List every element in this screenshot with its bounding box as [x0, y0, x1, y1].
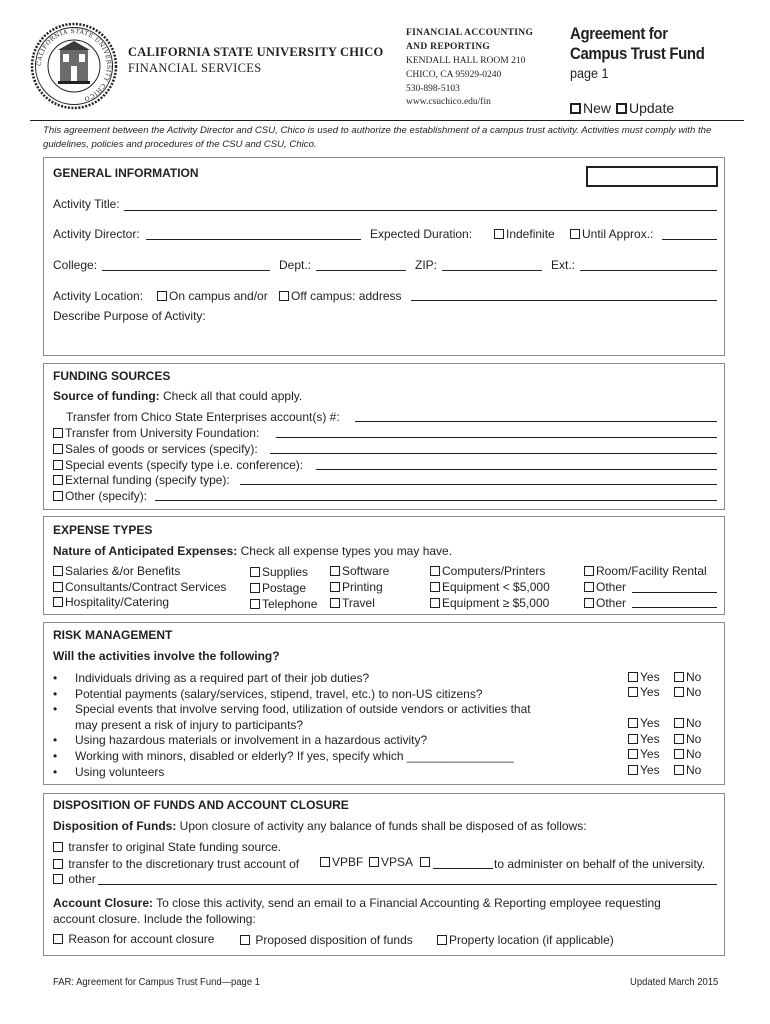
- expense-printing-box[interactable]: [330, 582, 340, 592]
- expense-travel[interactable]: [330, 596, 375, 610]
- funding-item-cse: Transfer from Chico State Enterprises account(s) #:: [66, 410, 340, 424]
- closure-reason-box[interactable]: [53, 934, 63, 944]
- expense-telephone-label: Telephone: [262, 597, 318, 611]
- expense-room-rental[interactable]: [584, 564, 707, 578]
- on-campus-box[interactable]: [157, 291, 167, 301]
- closure-proposed-box[interactable]: [240, 935, 250, 945]
- expense-computers-label: Computers/Printers: [442, 564, 546, 578]
- risk-payments-yes-box[interactable]: [628, 687, 638, 697]
- funding-item-events-field[interactable]: [316, 469, 717, 470]
- expense-other-1[interactable]: [584, 580, 626, 594]
- college-field[interactable]: [102, 270, 270, 271]
- off-campus-checkbox[interactable]: [279, 289, 402, 303]
- activity-title-label: Activity Title:: [53, 197, 120, 211]
- account-closure-rest: To close this activity, send an email to a Financial Accounting & Reporting employee requesting: [153, 896, 661, 910]
- funding-other-box[interactable]: [53, 491, 63, 501]
- risk-volunteers-no-label: No: [686, 763, 702, 777]
- closure-proposed[interactable]: [240, 933, 413, 947]
- expense-supplies-label: Supplies: [262, 565, 309, 579]
- disposition-other-account-field[interactable]: [433, 868, 493, 869]
- office-name-line1: FINANCIAL ACCOUNTING: [406, 28, 534, 38]
- funding-item-sales[interactable]: [53, 442, 258, 456]
- dept-label: Dept.:: [279, 258, 312, 272]
- risk-minors-no-label: No: [686, 747, 702, 761]
- risk-question: Will the activities involve the following?: [53, 649, 280, 663]
- off-campus-box[interactable]: [279, 291, 289, 301]
- expense-software-box[interactable]: [330, 566, 340, 576]
- university-seal: [30, 22, 118, 110]
- until-approx-box[interactable]: [570, 229, 580, 239]
- risk-title: RISK MANAGEMENT: [53, 628, 173, 642]
- expense-postage-box[interactable]: [250, 583, 260, 593]
- office-name-line2: AND REPORTING: [406, 42, 491, 52]
- disposition-title: DISPOSITION OF FUNDS AND ACCOUNT CLOSURE: [53, 798, 349, 812]
- funding-source-rest: Check all that could apply.: [159, 389, 303, 403]
- indefinite-checkbox[interactable]: [494, 227, 555, 241]
- account-closure-text: [53, 896, 661, 910]
- department-name: FINANCIAL SERVICES: [128, 61, 262, 75]
- risk-minors-yes-box[interactable]: [628, 749, 638, 759]
- expense-equipment-under-box[interactable]: [430, 582, 440, 592]
- office-address-2: CHICO, CA 95929-0240: [406, 70, 502, 80]
- on-campus-label: On campus and/or: [169, 289, 268, 303]
- risk-list: [53, 671, 531, 780]
- expense-hospitality[interactable]: [53, 595, 169, 609]
- funding-item-other-field[interactable]: [155, 500, 717, 501]
- expense-salaries[interactable]: [53, 564, 180, 578]
- funding-external-box[interactable]: [53, 475, 63, 485]
- new-checkbox[interactable]: [570, 100, 611, 116]
- risk-events-no[interactable]: [674, 716, 701, 730]
- risk-volunteers-no[interactable]: [674, 763, 701, 777]
- office-phone: 530-898-5103: [406, 84, 460, 94]
- expense-instruction-rest: Check all expense types you may have.: [237, 544, 453, 558]
- expense-room-rental-box[interactable]: [584, 566, 594, 576]
- expense-other-1-box[interactable]: [584, 582, 594, 592]
- risk-driving-no-box[interactable]: [674, 672, 684, 682]
- risk-volunteers-yes[interactable]: [628, 763, 660, 777]
- expense-travel-box[interactable]: [330, 598, 340, 608]
- on-campus-checkbox[interactable]: [157, 289, 268, 303]
- expense-travel-label: Travel: [342, 596, 375, 610]
- activity-location-label: Activity Location:: [53, 289, 144, 303]
- purpose-label: Describe Purpose of Activity:: [53, 309, 206, 323]
- update-checkbox-box[interactable]: [616, 103, 627, 114]
- ext-label: Ext.:: [551, 258, 576, 272]
- risk-driving-yes-box[interactable]: [628, 672, 638, 682]
- disposition-administer-text: to administer on behalf of the university.: [494, 857, 706, 871]
- general-info-title: GENERAL INFORMATION: [53, 166, 199, 180]
- expense-printing[interactable]: [330, 580, 383, 594]
- closure-property-box[interactable]: [437, 935, 447, 945]
- disposition-other-label: other: [68, 872, 96, 886]
- expense-supplies[interactable]: [250, 565, 308, 579]
- funding-item-external-field[interactable]: [240, 484, 717, 485]
- activity-director-label: Activity Director:: [53, 227, 140, 241]
- expense-equipment-under[interactable]: [430, 580, 550, 594]
- risk-events-yes[interactable]: [628, 716, 660, 730]
- funding-item-other[interactable]: [53, 489, 147, 503]
- account-closure-bold: Account Closure:: [53, 896, 154, 910]
- expense-other-2-box[interactable]: [584, 598, 594, 608]
- expense-salaries-box[interactable]: [53, 566, 63, 576]
- funding-source-instruction: [53, 389, 302, 403]
- expense-software[interactable]: [330, 564, 389, 578]
- risk-item-volunteers: • Using volunteers: [53, 765, 531, 781]
- footer-form-name: FAR: Agreement for Campus Trust Fund—page 1: [53, 976, 260, 988]
- disposition-state-source-label: transfer to original State funding source.: [68, 840, 282, 854]
- dept-field[interactable]: [316, 270, 406, 271]
- risk-events-yes-box[interactable]: [628, 718, 638, 728]
- indefinite-label: Indefinite: [506, 227, 555, 241]
- risk-volunteers-yes-label: Yes: [640, 763, 660, 777]
- funding-item-events[interactable]: [53, 458, 303, 472]
- expense-hospitality-label: Hospitality/Catering: [65, 595, 170, 609]
- page-indicator: page 1: [570, 65, 609, 81]
- new-label: New: [583, 100, 612, 116]
- expense-computers[interactable]: [430, 564, 545, 578]
- new-checkbox-box[interactable]: [570, 103, 581, 114]
- disposition-other-box[interactable]: [53, 874, 63, 884]
- risk-payments-yes[interactable]: [628, 685, 660, 699]
- expense-software-label: Software: [342, 564, 390, 578]
- until-approx-checkbox[interactable]: [570, 227, 653, 241]
- disposition-vpbf-label: VPBF: [332, 855, 364, 869]
- expense-equipment-over-label: Equipment ≥ $5,000: [442, 596, 550, 610]
- risk-hazardous-yes[interactable]: [628, 732, 660, 746]
- funding-item-sales-field[interactable]: [270, 453, 717, 454]
- header-rule: [30, 120, 744, 121]
- risk-hazardous-no-label: No: [686, 732, 702, 746]
- funding-foundation-label: Transfer from University Foundation:: [65, 426, 260, 440]
- office-website[interactable]: www.csuchico.edu/fin: [406, 97, 491, 107]
- funding-item-external[interactable]: [53, 473, 230, 487]
- risk-volunteers-yes-box[interactable]: [628, 765, 638, 775]
- expense-hospitality-box[interactable]: [53, 597, 63, 607]
- disposition-instruction: [53, 819, 587, 833]
- ext-field[interactable]: [580, 270, 717, 271]
- update-checkbox[interactable]: [616, 100, 674, 116]
- activity-title-field[interactable]: [124, 210, 717, 211]
- expense-consultants-box[interactable]: [53, 582, 63, 592]
- office-address-1: KENDALL HALL ROOM 210: [406, 56, 526, 66]
- expense-equipment-under-label: Equipment < $5,000: [442, 580, 550, 594]
- disposition-instruction-rest: Upon closure of activity any balance of funds shall be disposed of as follows:: [176, 819, 587, 833]
- risk-item-minors: • Working with minors, disabled or elderly? If yes, specify which ________________: [53, 749, 531, 765]
- disposition-other-field[interactable]: [98, 884, 717, 885]
- expected-duration-label: Expected Duration:: [370, 227, 473, 241]
- funding-sales-label: Sales of goods or services (specify):: [65, 442, 258, 456]
- closure-property[interactable]: [437, 933, 614, 947]
- account-closure-line2: account closure. Include the following:: [53, 912, 256, 926]
- funding-sales-box[interactable]: [53, 444, 63, 454]
- seal-text: CALIFORNIA STATE UNIVERSITY CHICO: [35, 27, 113, 103]
- account-number-box[interactable]: [586, 166, 718, 187]
- footer-updated-date: Updated March 2015: [630, 976, 719, 988]
- expense-other-1-label: Other: [596, 580, 627, 594]
- risk-driving-yes-label: Yes: [640, 670, 660, 684]
- expense-postage-label: Postage: [262, 581, 307, 595]
- expense-salaries-label: Salaries &/or Benefits: [65, 564, 181, 578]
- disposition-vpbf-box[interactable]: [320, 857, 330, 867]
- risk-payments-no-box[interactable]: [674, 687, 684, 697]
- funding-source-bold: Source of funding:: [53, 389, 160, 403]
- disposition-other[interactable]: [53, 872, 96, 886]
- expense-printing-label: Printing: [342, 580, 383, 594]
- risk-hazardous-no-box[interactable]: [674, 734, 684, 744]
- risk-volunteers-no-box[interactable]: [674, 765, 684, 775]
- disposition-other-account-box[interactable]: [420, 857, 430, 867]
- risk-item-hazardous: • Using hazardous materials or involvement in a hazardous activity?: [53, 733, 531, 749]
- expense-other-1-field[interactable]: [632, 592, 717, 593]
- expense-instruction-bold: Nature of Anticipated Expenses:: [53, 544, 238, 558]
- disposition-discretionary-box[interactable]: [53, 859, 63, 869]
- expense-other-2[interactable]: [584, 596, 626, 610]
- form-title-line1: Agreement for: [570, 24, 668, 43]
- risk-events-no-label: No: [686, 716, 702, 730]
- funding-item-foundation-field[interactable]: [276, 437, 717, 438]
- expense-instruction: [53, 544, 452, 558]
- form-title-line2: Campus Trust Fund: [570, 44, 705, 63]
- funding-item-cse-field[interactable]: [355, 421, 717, 422]
- expense-postage[interactable]: [250, 581, 306, 595]
- funding-events-label: Special events (specify type i.e. conference):: [65, 458, 304, 472]
- off-campus-address-field[interactable]: [411, 300, 717, 301]
- risk-minors-no[interactable]: [674, 747, 701, 761]
- until-approx-label: Until Approx.:: [582, 227, 654, 241]
- risk-payments-no-label: No: [686, 685, 702, 699]
- risk-item-driving: • Individuals driving as a required part of their job duties?: [53, 671, 531, 687]
- university-name: CALIFORNIA STATE UNIVERSITY CHICO: [128, 45, 384, 59]
- disposition-discretionary[interactable]: [53, 857, 299, 871]
- disposition-vpsa-label: VPSA: [381, 855, 414, 869]
- disposition-discretionary-label: transfer to the discretionary trust account of: [68, 857, 300, 871]
- indefinite-box[interactable]: [494, 229, 504, 239]
- risk-driving-no-label: No: [686, 670, 702, 684]
- disposition-instruction-bold: Disposition of Funds:: [53, 819, 177, 833]
- until-approx-field[interactable]: [662, 239, 717, 240]
- disposition-other-account[interactable]: [420, 855, 432, 869]
- funding-item-foundation[interactable]: [53, 426, 259, 440]
- risk-events-yes-label: Yes: [640, 716, 660, 730]
- risk-hazardous-yes-label: Yes: [640, 732, 660, 746]
- closure-reason-label: Reason for account closure: [68, 932, 215, 946]
- college-label: College:: [53, 258, 98, 272]
- risk-item-special-events: • Special events that involve serving food, utilization of outside vendors or activities that: [53, 702, 531, 718]
- expense-other-2-field[interactable]: [632, 607, 717, 608]
- update-label: Update: [629, 100, 675, 116]
- expense-computers-box[interactable]: [430, 566, 440, 576]
- risk-hazardous-yes-box[interactable]: [628, 734, 638, 744]
- risk-hazardous-no[interactable]: [674, 732, 701, 746]
- zip-field[interactable]: [442, 270, 542, 271]
- funding-title: FUNDING SOURCES: [53, 369, 171, 383]
- risk-minors-no-box[interactable]: [674, 749, 684, 759]
- risk-item-special-events-cont: may present a risk of injury to participants?: [75, 717, 304, 732]
- funding-external-label: External funding (specify type):: [65, 473, 230, 487]
- expense-consultants[interactable]: [53, 580, 226, 594]
- expense-equipment-over-box[interactable]: [430, 598, 440, 608]
- risk-item-non-us-payments: • Potential payments (salary/services, stipend, travel, etc.) to non-US citizens?: [53, 687, 531, 703]
- zip-label: ZIP:: [415, 258, 438, 272]
- expense-supplies-box[interactable]: [250, 567, 260, 577]
- funding-other-label: Other (specify):: [65, 489, 148, 503]
- risk-minors-yes[interactable]: [628, 747, 660, 761]
- risk-minors-yes-label: Yes: [640, 747, 660, 761]
- disposition-vpbf[interactable]: [320, 855, 363, 869]
- disposition-state-source-box[interactable]: [53, 842, 63, 852]
- risk-payments-yes-label: Yes: [640, 685, 660, 699]
- risk-payments-no[interactable]: [674, 685, 701, 699]
- closure-proposed-label: Proposed disposition of funds: [255, 933, 413, 947]
- closure-property-label: Property location (if applicable): [449, 933, 614, 947]
- closure-reason[interactable]: [53, 932, 214, 946]
- funding-foundation-box[interactable]: [53, 428, 63, 438]
- disposition-vpsa-box[interactable]: [369, 857, 379, 867]
- expense-room-rental-label: Room/Facility Rental: [596, 564, 707, 578]
- expense-telephone-box[interactable]: [250, 599, 260, 609]
- expense-consultants-label: Consultants/Contract Services: [65, 580, 227, 594]
- disposition-vpsa[interactable]: [369, 855, 413, 869]
- risk-driving-no[interactable]: [674, 670, 701, 684]
- funding-events-box[interactable]: [53, 460, 63, 470]
- activity-director-field[interactable]: [146, 239, 361, 240]
- expense-equipment-over[interactable]: [430, 596, 549, 610]
- expense-other-2-label: Other: [596, 596, 627, 610]
- purpose-field[interactable]: [53, 324, 717, 352]
- intro-text: This agreement between the Activity Director and CSU, Chico is used to authorize the establishment of a campus trust activity. Activities must comply with the guidelines, policies and procedures of the CSU and CSU, Chico.: [43, 125, 712, 150]
- risk-driving-yes[interactable]: [628, 670, 660, 684]
- risk-events-no-box[interactable]: [674, 718, 684, 728]
- disposition-state-source[interactable]: [53, 840, 281, 854]
- expense-title: EXPENSE TYPES: [53, 523, 153, 537]
- expense-telephone[interactable]: [250, 597, 317, 611]
- off-campus-label: Off campus: address: [291, 289, 402, 303]
